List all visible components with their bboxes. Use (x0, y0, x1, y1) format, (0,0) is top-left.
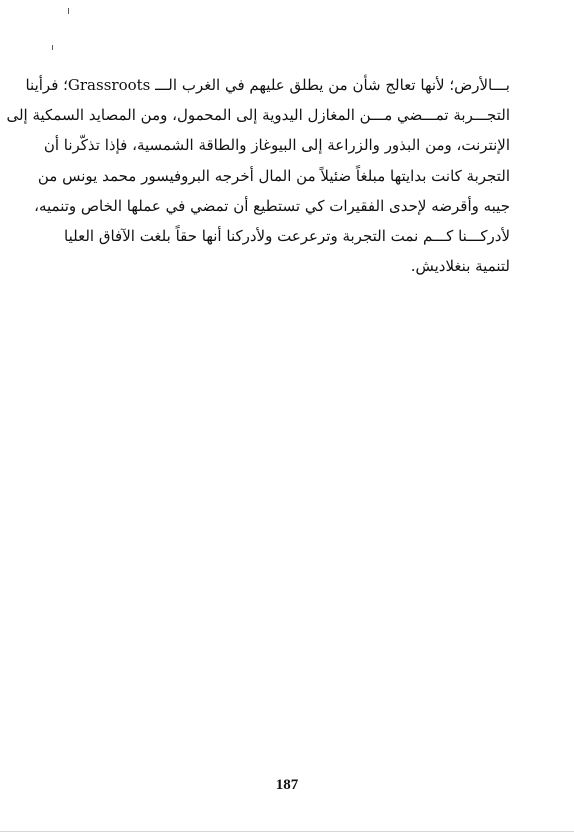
paragraph-line-5: جيبه وأقرضه لإحدى الفقيرات كي تستطيع أن تمضي في عملها الخاص وتنميه، (34, 196, 510, 215)
paragraph-line-7: لتنمية بنغلاديش. (410, 257, 510, 276)
page-number: 187 (275, 777, 299, 793)
body-paragraph (6, 70, 510, 281)
paragraph-line-2: التجـــربة تمـــضي مـــن المغازل اليدوية إلى المحمول، ومن المصايد السمكية إلى (6, 106, 510, 125)
paragraph-line-4: التجربة كانت بدايتها مبلغاً ضئيلاً من المال أخرجه البروفيسور محمد يونس من (37, 166, 510, 185)
paragraph-line-6: لأدركـــنا كـــم نمت التجربة وترعرعت ولأدركنا أنها حقاً بلغت الآفاق العليا (64, 227, 510, 246)
paragraph-line-1: بـــالأرض؛ لأنها تعالج شأن من يطلق عليهم في الغرب الـــ Grassroots؛ فرأينا (25, 76, 510, 94)
scan-mark-side (52, 45, 53, 50)
scan-mark-top (68, 8, 69, 14)
scan-edge-line (0, 831, 574, 832)
paragraph-line-3: الإنترنت، ومن البذور والزراعة إلى البيوغاز والطاقة الشمسية، فإذا تذكّرنا أن (43, 136, 510, 155)
